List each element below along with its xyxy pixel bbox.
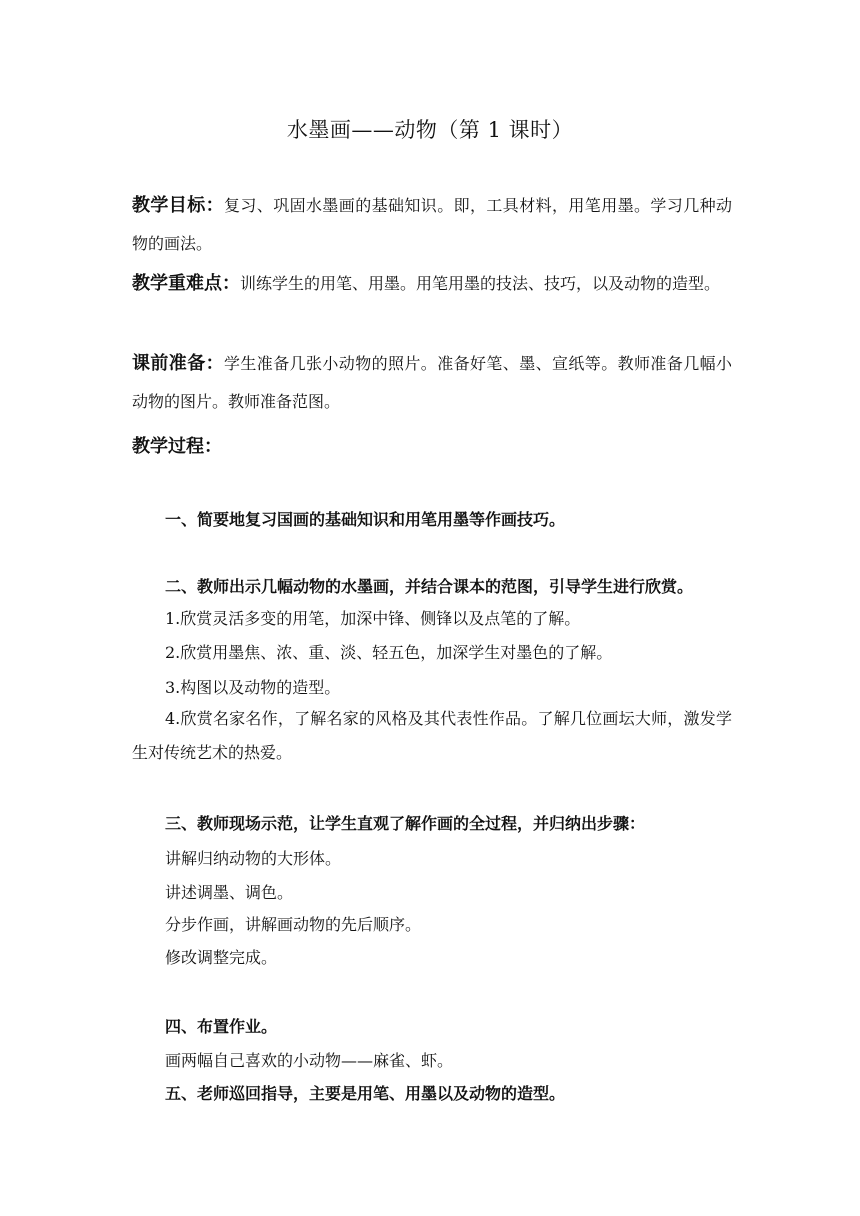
section-1-heading: 一、简要地复习国画的基础知识和用笔用墨等作画技巧。 (165, 510, 566, 529)
preparation-label: 课前准备： (132, 353, 224, 374)
section-2-item-1: 1.欣赏灵活多变的用笔，加深中锋、侧锋以及点笔的了解。 (165, 609, 581, 628)
section-2-item-4: 4.欣赏名家名作，了解名家的风格及其代表性作品。了解几位画坛大师，激发学生对传统艺术的热爱。 (132, 709, 732, 762)
section-3-item-4: 修改调整完成。 (165, 948, 278, 967)
section-2-item-3: 3.构图以及动物的造型。 (165, 678, 341, 697)
section-2-item-2: 2.欣赏用墨焦、浓、重、淡、轻五色，加深学生对墨色的了解。 (165, 643, 613, 662)
section-2-heading: 二、教师出示几幅动物的水墨画，并结合课本的范图，引导学生进行欣赏。 (165, 577, 694, 596)
objectives-paragraph (132, 187, 732, 263)
section-5-heading: 五、老师巡回指导，主要是用笔、用墨以及动物的造型。 (165, 1084, 566, 1103)
section-3-item-3: 分步作画，讲解画动物的先后顺序。 (165, 915, 422, 934)
preparation-text: 学生准备几张小动物的照片。准备好笔、墨、宣纸等。教师准备几幅小动物的图片。教师准备范图。 (132, 354, 732, 411)
key-points-text: 训练学生的用笔、用墨。用笔用墨的技法、技巧，以及动物的造型。 (240, 274, 721, 293)
section-4-text: 画两幅自己喜欢的小动物——麻雀、虾。 (165, 1051, 454, 1070)
objectives-text: 复习、巩固水墨画的基础知识。即，工具材料，用笔用墨。学习几种动物的画法。 (132, 196, 732, 253)
section-3-heading: 三、教师现场示范，让学生直观了解作画的全过程，并归纳出步骤： (165, 814, 646, 833)
process-label: 教学过程： (132, 436, 222, 457)
key-points-paragraph (132, 265, 732, 303)
document-title: 水墨画——动物（第 1 课时） (286, 118, 574, 142)
preparation-paragraph (132, 345, 732, 421)
section-4-heading: 四、布置作业。 (165, 1017, 278, 1036)
key-points-label: 教学重难点： (132, 273, 240, 294)
section-3-item-1: 讲解归纳动物的大形体。 (165, 849, 342, 868)
objectives-label: 教学目标： (132, 195, 224, 216)
section-3-item-2: 讲述调墨、调色。 (165, 883, 294, 902)
